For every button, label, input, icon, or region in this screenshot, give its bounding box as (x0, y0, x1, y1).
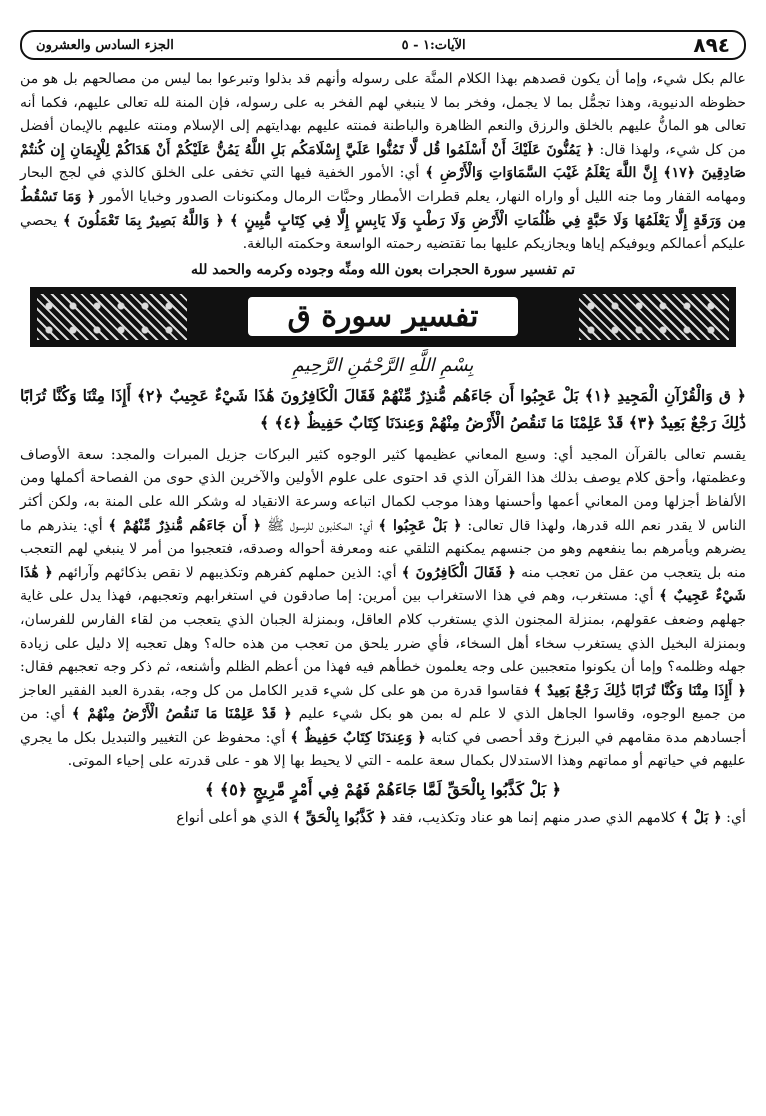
quran-quote: ﴿ قَدْ عَلِمْنَا مَا تَنقُصُ الْأَرْضُ مِنْهُمْ ﴾ (71, 706, 292, 723)
quran-quote: ﴿ وَعِندَنَا كِتَابٌ حَفِيظٌ ﴾ (290, 729, 426, 746)
verses-block: ﴿ ق وَالْقُرْآنِ الْمَجِيدِ ﴿١﴾ بَلْ عَجِبُوا أَن جَاءَهُم مُّنذِرٌ مِّنْهُمْ فَقَالَ الْكَافِرُونَ هَٰذَا شَيْءٌ عَجِيبٌ ﴿٢﴾ أَإِذَا مِتْنَا وَكُنَّا تُرَابًا ذَٰلِكَ رَجْعٌ بَعِيدٌ ﴿٣﴾ قَدْ عَلِمْنَا مَا تَنقُصُ الْأَرْضُ مِنْهُمْ وَعِندَنَا كِتَابٌ حَفِيظٌ ﴿٤﴾ ﴾ (20, 385, 746, 432)
page (20, 30, 746, 831)
text: أي: (726, 810, 746, 827)
text: عالم بكل شيء، وإما أن يكون قصدهم بهذا الكلام المنَّة على رسوله وأنهم قد بذلوا وتبرعوا بما ليس من مصالحهم بل هو من حظوظه الدنيوية، وهذا تجمُّل بما لا يجمل، وفخر بما لا ينبغي لهم الفخر به على رسوله، فإن المنة لله تعالى عليهم، فكما أنه تعالى هو المانُّ عليهم بالخلق والرزق والنعم الظاهرة والباطنة فمنته عليهم بهدايتهم إلى الإسلام ومنته عليهم بالإيمان أفضل من كل شيء، ولهذا قال: (20, 71, 746, 158)
text: أي: من أجسادهم مدة مقامهم في البرزخ وقد أحصى في كتابه (20, 706, 747, 746)
verses-range: الآيات:١ - ٥ (401, 37, 466, 53)
surah-title-banner (30, 287, 736, 347)
surah-title: تفسير سورة ق (246, 295, 521, 338)
tafsir-verse-5 (20, 807, 746, 831)
paragraph (20, 444, 746, 774)
juz-label: الجزء السادس والعشرون (36, 37, 174, 53)
verse-5: ﴿ بَلْ كَذَّبُوا بِالْحَقِّ لَمَّا جَاءَهُمْ فَهُمْ فِي أَمْرٍ مَّرِيجٍ ﴿٥﴾ ﴾ (204, 780, 562, 800)
quran-quote: ﴿ كَذَّبُوا بِالْحَقِّ ﴾ (292, 810, 387, 827)
ornament-left-icon (37, 294, 187, 340)
ornament-right-icon (579, 294, 729, 340)
quran-quote: ﴿ بَلْ عَجِبُوا ﴾ (378, 517, 462, 534)
quran-quote: ﴿ بَلْ ﴾ (680, 810, 722, 827)
tafsir-qaf (20, 444, 746, 774)
paragraph (20, 68, 746, 257)
quran-quote: ﴿ فَقَالَ الْكَافِرُونَ ﴾ (401, 564, 516, 581)
tafsir-hujurat-end (20, 68, 746, 257)
surah-closing-line: تم تفسير سورة الحجرات بعون الله ومنِّه وجوده وكرمه والحمد لله (190, 261, 576, 278)
text: الذي هو أعلى أنواع (176, 810, 288, 827)
text: يقسم تعالى بالقرآن المجيد أي: وسيع المعاني عظيمها كثير الوجوه كثير البركات جزيل المبرات والمجد: سعة الأوصاف وعظمتها، وأحق كلام يوصف بذلك هذا القرآن الذي قد احتوى على علوم الأولين والآخرين الذي حوى من الفصاحة أكملها ومن الألفاظ أجزلها ومن المعاني أعمها وأحسنها وهذا موجب لكمال اتباعه وسرعة الانقياد له وشكر الله على المنة به، ولكن أكثر الناس لا يقدر نعم الله قدرها، ولهذا قال تعالى: (20, 446, 747, 534)
text: أي: المكذبون للرسول ﷺ (267, 517, 373, 534)
text: أي: مستغرب، وهم في هذا الاستغراب بين أمرين: إما صادقون في استغرابهم وتعجبهم، فهذا يدل على غاية جهلهم وضعف عقولهم، بمنزلة المجنون الذي يستغرب كلام العاقل، وبمنزلة الجبان الذي يتعجب من لقاء الفارس للفرسان، وبمنزلة البخيل الذي يستغرب سخاء أهل السخاء، فأي ضرر يلحق من تعجب من هذه حاله؟ وهل تعجبه إلا دليل على زيادة جهله وظلمه؟ وإما أن يكونوا متعجبين على وجه يعلمون خطأهم فيه فهذا من أعظم الظلم وأشنعه، ثم ذكر وجه تعجبهم فقال: (20, 588, 746, 676)
quran-quote: ﴿ أَن جَاءَهُم مُّنذِرٌ مِّنْهُمْ ﴾ (108, 517, 262, 534)
quran-quote: ﴿ وَمَا تَسْقُطُ مِن وَرَقَةٍ إِلَّا يَعْلَمُهَا وَلَا حَبَّةٍ فِي ظُلُمَاتِ الْأَرْضِ وَلَا رَطْبٍ وَلَا يَابِسٍ إِلَّا فِي كِتَابٍ مُّبِينٍ ﴾ ﴿ وَاللَّهُ بَصِيرٌ بِمَا تَعْمَلُونَ ﴾ (20, 188, 746, 229)
text: كلامهم الذي صدر منهم إنما هو عناد وتكذيب، فقد (391, 810, 676, 827)
page-number: ٨٩٤ (693, 33, 730, 57)
text: أي: الأمور الخفية فيها التي تخفى على الخلق كالذي في لجج البحار ومهامه القفار وما جنه الليل أو واراه النهار، يعلم قطرات الأمطار وحبَّات الرمال ومكنونات الصدور وخبايا الأمور (20, 165, 746, 205)
page-header (20, 30, 746, 60)
text: أي: الذين حملهم كفرهم وتكذيبهم لا نقص بذكائهم وآرائهم (57, 564, 397, 581)
text: يحصي عليكم أعمالكم ويوفيكم إياها ويجازيكم عليها بما تقتضيه رحمته الواسعة وحكمته البالغة. (20, 212, 746, 253)
paragraph (20, 807, 746, 831)
text: فقاسوا قدرة من هو على كل شيء قدير الكامل من كل وجه، بقدرة العبد الفقير العاجز من جميع الوجوه، وقاسوا الجاهل الذي لا علم له بمن هو بكل شيء عليم (20, 682, 746, 723)
text: أي: ينذرهم ما يضرهم ويأمرهم بما ينفعهم وهو من جنسهم يمكنهم التلقي عنه ومعرفة أحواله وصدقه، فتعجبوا من أمر لا ينبغي لهم التعجب منه بل يتعجب من عقل من تعجب منه (20, 517, 747, 581)
text: أي: محفوظ عن التغيير والتبديل بكل ما يجري عليهم في حياتهم أو مماتهم وهذا الاستدلال بكمال سعة علمه - التي لا يحيط بها إلا هو - على قدرته على إحياء الموتى. (20, 729, 746, 770)
basmala: بِسْمِ اللَّهِ الرَّحْمَٰنِ الرَّحِيمِ (292, 354, 474, 376)
quran-quote: ﴿ يَمُنُّونَ عَلَيْكَ أَنْ أَسْلَمُوا قُل لَّا تَمُنُّوا عَلَيَّ إِسْلَامَكُم بَلِ اللَّهُ يَمُنُّ عَلَيْكُمْ أَنْ هَدَاكُمْ لِلْإِيمَانِ إِن كُنتُمْ صَادِقِينَ ﴿١٧﴾ إِنَّ اللَّهَ يَعْلَمُ غَيْبَ السَّمَاوَاتِ وَالْأَرْضِ ﴾ (20, 141, 746, 182)
quran-quote: ﴿ هَٰذَا شَيْءٌ عَجِيبٌ ﴾ (20, 564, 746, 605)
quran-quote: ﴿ أَإِذَا مِتْنَا وَكُنَّا تُرَابًا ذَٰلِكَ رَجْعٌ بَعِيدٌ ﴾ (533, 682, 746, 699)
